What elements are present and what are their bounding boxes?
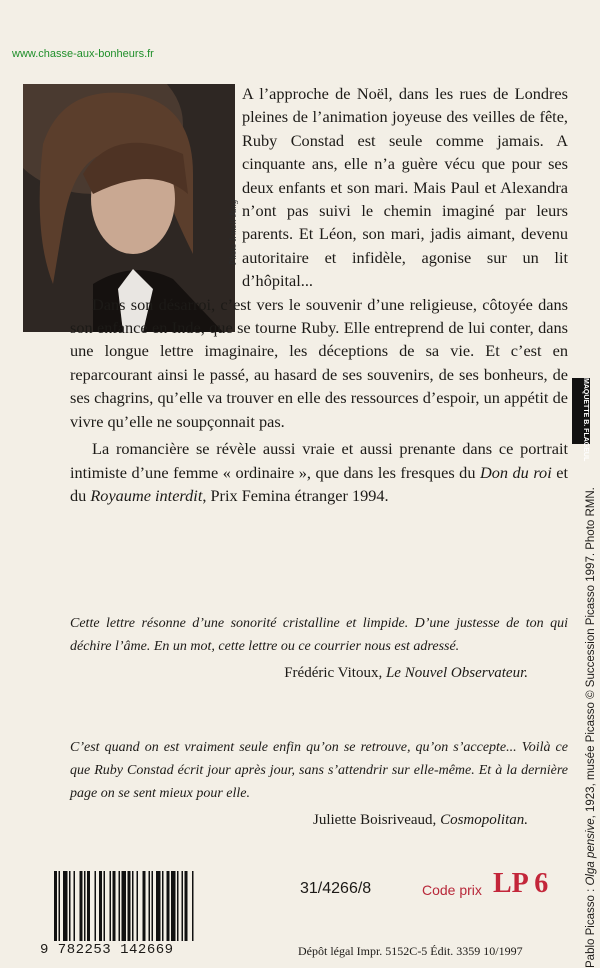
barcode-bar [110,871,112,941]
barcode-bar [63,871,68,941]
book-title-don-du-roi: Don du roi [479,462,552,482]
barcode-bar [149,871,151,941]
barcode-bar [99,871,102,941]
synopsis-paragraph-1: A l’approche de Noël, dans les rues de Londres pleines de l’animation joyeuse des veilles de fête, Ruby Constad est seule comme jamais. A cinquante ans, elle n’a guère vécu que pour ses deux enfants et son mari. Mais Paul et Alexandra n’ont pas suivi le chemin imaginé par leurs parents. Et Léon, son mari, jadis aimant, devenu autoritaire et infidèle, agonise sur un lit d’hôpital... [242,84,568,291]
cover-credit: Pablo Picasso : Olga pensive, 1923, musée Picasso © Succession Picasso 1997. Photo RMN. [585,487,597,968]
photo-credit: Photo Irmeli Jung [228,199,238,265]
barcode-bar [162,871,164,941]
barcode-bar [143,871,146,941]
barcode-bar [132,871,134,941]
barcode-bar [80,871,83,941]
barcode-bar [69,871,71,941]
press-quote-source: Juliette Boisriveaud, Cosmopolitan. [313,812,528,828]
press-quote-1 [70,612,568,685]
barcode-bar [74,871,76,941]
synopsis-paragraph-2: Dans son désarroi, c’est vers le souvenir d’une religieuse, côtoyée dans son enfance en Inde, que se tourne Ruby. Elle entreprend de lui conter, dans une longue lettre imaginaire, les déceptions de sa vie. Et c’est en reparcourant ainsi le passé, au hasard de ses souvenirs, de ses bonheurs, de ses chagrins, qu’elle va trouver en elle des ressources d’espoir, un appétit de vivre qu’elle ne soupçonnait pas. [70,294,568,431]
press-quote-source: Frédéric Vitoux, Le Nouvel Observateur. [284,665,528,681]
barcode-bar [54,871,57,941]
barcode-bar [113,871,116,941]
barcode-bar [171,871,176,941]
barcode-bar [182,871,184,941]
code-prix-value: LP 6 [493,868,549,899]
designer-logo: MAQUETTE B. FLAGEUL [572,378,590,444]
synopsis-paragraph-3: La romancière se révèle aussi vraie et aussi prenante dans ce portrait intimiste d’une femme « ordinaire », que dans les fresques du Don du roi et du Royaume interdit, Prix Femina étranger 1994. [70,439,568,505]
isbn-number: 9 782253 142669 [40,942,174,958]
barcode-bar [119,871,121,941]
book-title-royaume-interdit: Royaume interdit [90,485,203,505]
watermark-url: www.chasse-aux-bonheurs.fr [12,48,154,60]
barcode-bar [122,871,127,941]
barcode-bar [137,871,139,941]
reference-number: 31/4266/8 [300,880,372,897]
barcode-bar [152,871,154,941]
barcode-bar [167,871,170,941]
press-quote-text: C’est quand on est vraiment seule enfin qu’on se retrouve, qu’on s’accepte... Voilà ce que Ruby Constad écrit jour après jour, sans s’attendrir sur elle-même. Et à la dernière page on se sent mieux pour elle. [70,740,568,801]
barcode-bar [104,871,106,941]
press-quote-text: Cette lettre résonne d’une sonorité cristalline et limpide. D’une justesse de ton qui déchire l’âme. En un mot, cette lettre ou ce courrier nous est adressé. [70,616,568,654]
barcode-bar [128,871,131,941]
depot-legal: Dépôt légal Impr. 5152C-5 Édit. 3359 10/1997 [298,944,523,958]
barcode-bar [95,871,97,941]
barcode-bar [192,871,194,941]
barcode-bar [59,871,61,941]
code-prix-label: Code prix [422,882,482,898]
press-quote-2 [70,736,568,832]
barcode-bar [84,871,86,941]
barcode-bar [87,871,90,941]
barcode-bar [177,871,179,941]
barcode-bars [40,871,262,941]
barcode-bar [185,871,188,941]
barcode-bar [156,871,161,941]
